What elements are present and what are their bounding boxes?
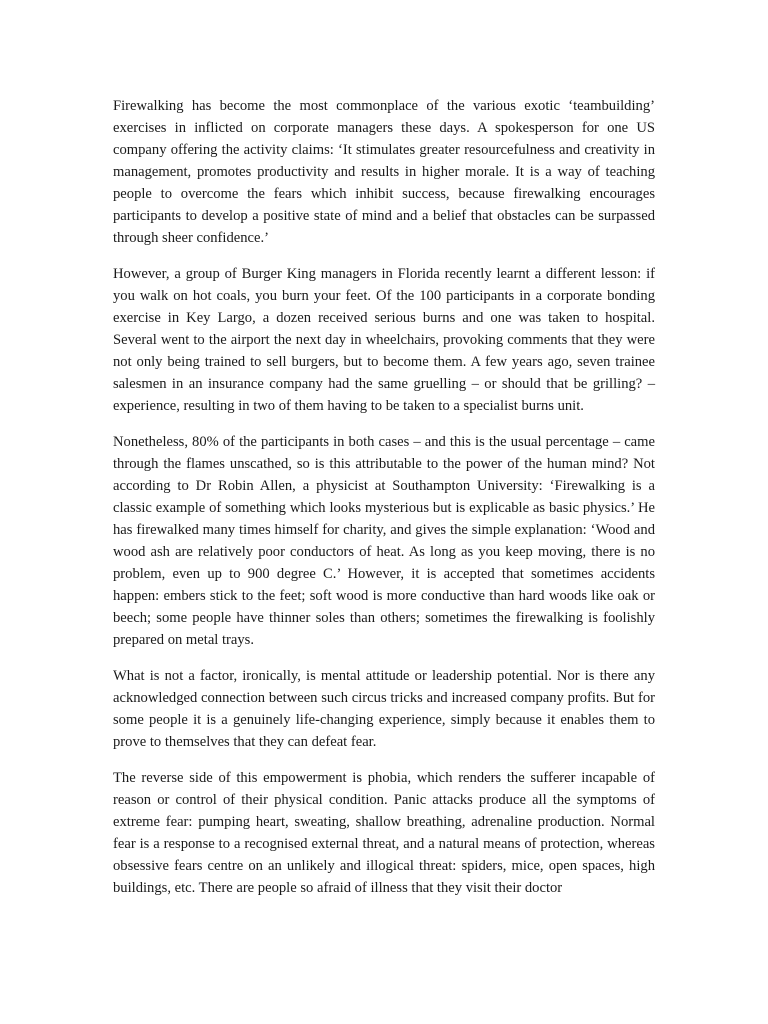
paragraph-4: What is not a factor, ironically, is mental attitude or leadership potential. Nor is there any acknowledged connection between such circus tricks and increased company profits. But for some people it is a genuinely life-changing experience, simply because it enables them to prove to themselves that they can defeat fear. (113, 668, 655, 750)
paragraph-3: Nonetheless, 80% of the participants in both cases – and this is the usual percentage – came through the flames unscathed, so is this attributable to the power of the human mind? Not according to Dr Robin Allen, a physicist at Southampton University: ‘Firewalking is a classic example of something which looks mysterious but is explicable as basic physics.’ He has firewalked many times himself for charity, and gives the simple explanation: ‘Wood and wood ash are relatively poor conductors of heat. As long as you keep moving, there is no problem, even up to 900 degree C.’ However, it is accepted that sometimes accidents happen: embers stick to the feet; soft wood is more conductive than hard woods like oak or beech; some people have thinner soles than others; sometimes the firewalking is foolishly prepared on metal trays. (113, 434, 655, 648)
paragraph-2: However, a group of Burger King managers in Florida recently learnt a different lesson: if you walk on hot coals, you burn your feet. Of the 100 participants in a corporate bonding exercise in Key Largo, a dozen received serious burns and one was taken to hospital. Several went to the airport the next day in wheelchairs, provoking comments that they were not only being trained to sell burgers, but to become them. A few years ago, seven trainee salesmen in an insurance company had the same gruelling – or should that be grilling? – experience, resulting in two of them having to be taken to a specialist burns unit. (113, 266, 655, 414)
article-body (113, 95, 655, 913)
paragraph-1: Firewalking has become the most commonplace of the various exotic ‘teambuilding’ exercises in inflicted on corporate managers these days. A spokesperson for one US company offering the activity claims: ‘It stimulates greater resourcefulness and creativity in management, promotes productivity and results in higher morale. It is a way of teaching people to overcome the fears which inhibit success, because firewalking encourages participants to develop a positive state of mind and a belief that obstacles can be surpassed through sheer confidence.’ (113, 98, 655, 246)
paragraph-5: The reverse side of this empowerment is phobia, which renders the sufferer incapable of reason or control of their physical condition. Panic attacks produce all the symptoms of extreme fear: pumping heart, sweating, shallow breathing, adrenaline production. Normal fear is a response to a recognised external threat, and a natural means of protection, whereas obsessive fears centre on an unlikely and illogical threat: spiders, mice, open spaces, high buildings, etc. There are people so afraid of illness that they visit their doctor (113, 770, 655, 896)
